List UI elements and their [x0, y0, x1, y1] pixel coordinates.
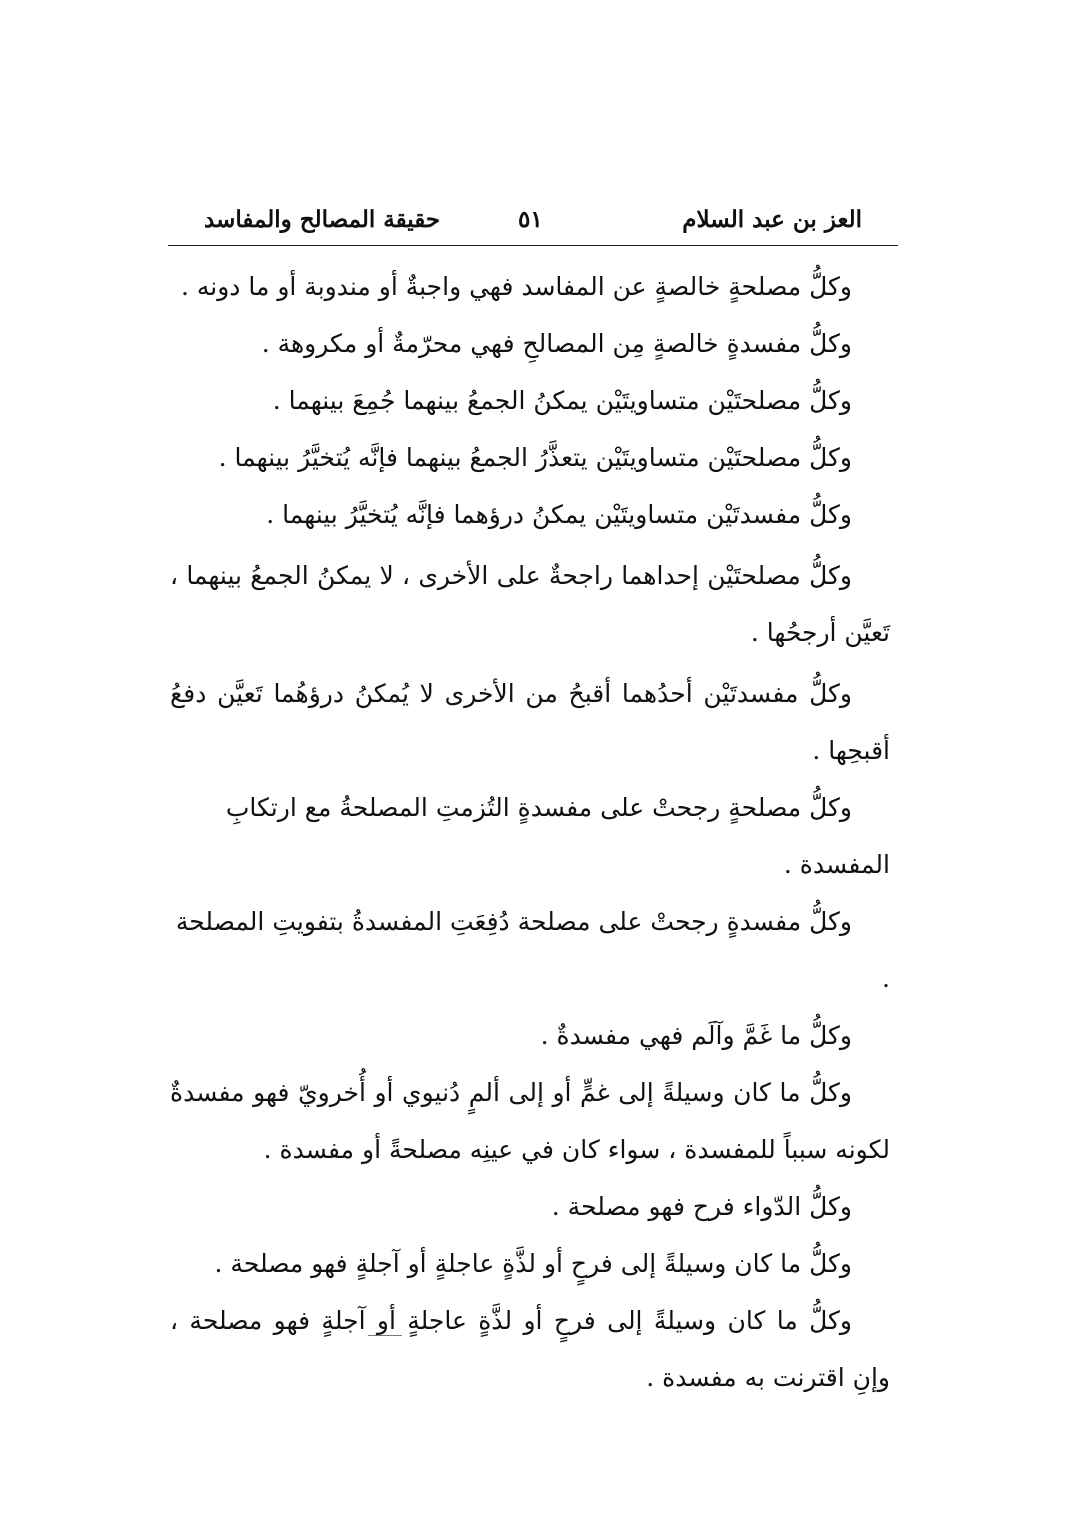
paragraph: وكلُّ مصلحتَيْن متساويتَيْن يمكنُ الجمعُ بينهما جُمِعَ بينهما . — [272, 386, 852, 415]
page-body — [170, 258, 890, 1406]
paragraph: وكلُّ ما كان وسيلةً إلى فرحٍ أو لذَّةٍ عاجلةٍ أو آجلةٍ فهو مصلحة . — [214, 1249, 852, 1278]
paragraph: وكلُّ مفسدتَيْن متساويتَيْن يمكنُ درؤهما فإنَّه يُتخيَّرُ بينهما . — [266, 500, 852, 529]
header-book-title: حقيقة المصالح والمفاسد — [204, 206, 441, 233]
page-number: ٥١ — [518, 206, 543, 233]
page-footer-mark — [368, 1335, 402, 1336]
header-author: العز بن عبد السلام — [682, 206, 862, 233]
paragraph: وكلُّ مفسدةٍ رجحتْ على مصلحة دُفِعَتِ المفسدةُ بتفويتِ المصلحة . — [175, 907, 890, 993]
paragraph: وكلُّ مفسدةٍ خالصةٍ مِن المصالحِ فهي محرّمةٌ أو مكروهة . — [261, 329, 852, 358]
paragraph: وكلُّ الدّواء فرح فهو مصلحة . — [551, 1192, 852, 1221]
paragraph: وكلُّ ما غَمَّ وآلَم فهي مفسدةٌ . — [540, 1021, 852, 1050]
paragraph: وكلُّ مصلحتَيْن إحداهما راجحةٌ على الأخرى ، لا يمكنُ الجمعُ بينهما ، تَعيَّن أرجحُها . — [170, 561, 890, 647]
paragraph: وكلُّ ما كان وسيلةً إلى غمٍّ أو إلى ألمٍ دُنيوي أو أُخرويّ فهو مفسدةٌ لكونه سبباً للمفسدة ، سواء كان في عينِه مصلحةً أو مفسدة . — [170, 1078, 890, 1164]
paragraph: وكلُّ ما كان وسيلةً إلى فرحٍ أو لذَّةٍ عاجلةٍ أو آجلةٍ فهو مصلحة ، وإنِ اقترنت به مفسدة . — [170, 1306, 890, 1392]
running-header — [168, 196, 898, 246]
paragraph: وكلُّ مصلحةٍ خالصةٍ عن المفاسد فهي واجبةٌ أو مندوبة أو ما دونه . — [180, 272, 852, 301]
paragraph: وكلُّ مصلحةٍ رجحتْ على مفسدةٍ التُزمتِ المصلحةُ مع ارتكابِ المفسدة . — [225, 793, 890, 879]
header-rule — [168, 245, 898, 246]
paragraph: وكلُّ مصلحتَيْن متساويتَيْن يتعذَّرُ الجمعُ بينهما فإنَّه يُتخيَّرُ بينهما . — [218, 443, 852, 472]
paragraph: وكلُّ مفسدتَيْن أحدُهما أقبحُ من الأخرى لا يُمكنُ درؤهُما تَعيَّن دفعُ أقبحِها . — [170, 679, 890, 765]
